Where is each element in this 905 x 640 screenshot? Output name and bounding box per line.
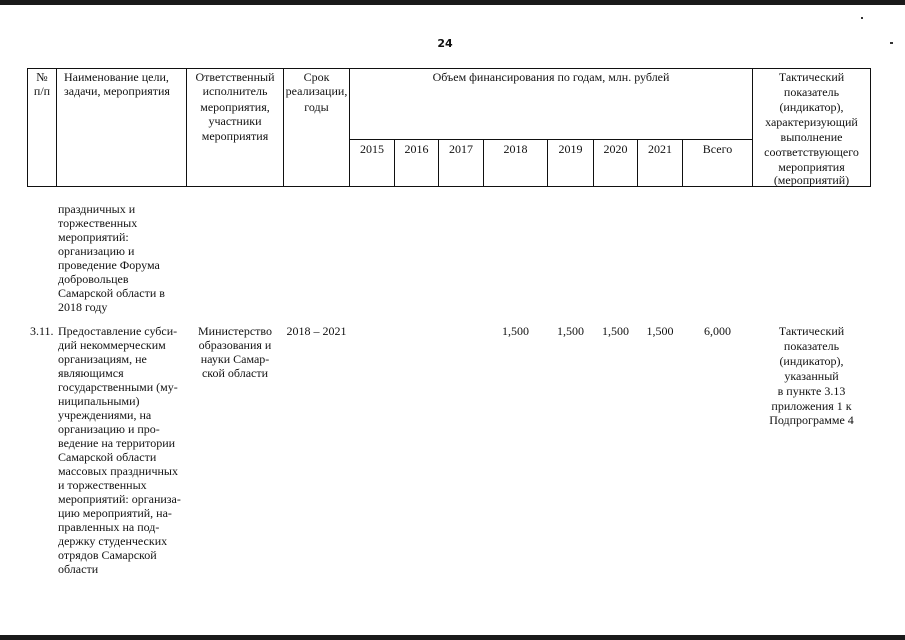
row-executor-line: ской области: [201, 366, 269, 380]
page-number: 24: [437, 37, 453, 50]
header-num-line: п/п: [33, 84, 51, 98]
table-top-border: [27, 68, 871, 69]
header-funding: Объем финансирования по годам, млн. рублей: [432, 70, 670, 84]
row-name-line: области: [58, 562, 99, 576]
continuation-line: проведение Форума: [58, 258, 160, 272]
row-name-line: государственными (му-: [58, 380, 178, 394]
scan-speck: [890, 42, 893, 44]
row-name-line: ведение на территории: [58, 436, 176, 450]
row-indicator-line: Тактический: [778, 324, 845, 338]
header-indicator-line: (индикатор),: [779, 100, 844, 114]
header-indicator-line: характеризующий: [765, 115, 858, 129]
row-indicator-line: указанный: [784, 369, 839, 383]
row-name-line: держку студенческих: [58, 534, 168, 548]
header-executor-line: участники: [208, 114, 262, 128]
header-indicator-line: соответствующего: [764, 145, 859, 159]
header-executor-line: мероприятия: [201, 129, 269, 143]
row-indicator-line: Подпрограмме 4: [769, 413, 854, 427]
header-indicator-line: показатель: [783, 85, 840, 99]
header-period-line: реализации,: [285, 84, 348, 98]
col-border: [870, 68, 871, 187]
header-name-line: Наименование цели,: [64, 70, 169, 84]
header-year: 2020: [603, 142, 628, 156]
row-number: 3.11.: [30, 324, 54, 338]
scan-speck: [861, 17, 863, 19]
row-executor-line: науки Самар-: [200, 352, 270, 366]
header-executor-line: мероприятия,: [200, 100, 270, 114]
row-name-line: учреждениями, на: [58, 408, 152, 422]
row-name-line: организациям, не: [58, 352, 147, 366]
row-name-line: отрядов Самарской: [58, 548, 157, 562]
row-value-2020: 1,500: [602, 324, 629, 338]
continuation-line: добровольцев: [58, 272, 129, 286]
scan-top-border: [0, 0, 905, 5]
header-num-line: №: [36, 70, 48, 84]
header-executor-line: Ответственный: [195, 70, 275, 84]
row-indicator-line: в пункте 3.13: [777, 384, 846, 398]
row-name-line: мероприятий: организа-: [58, 492, 181, 506]
row-indicator-line: приложения 1 к: [771, 399, 852, 413]
header-year: 2021: [648, 142, 672, 156]
row-name-line: Предоставление субси-: [58, 324, 178, 338]
header-year: 2015: [360, 142, 384, 156]
scan-bottom-border: [0, 635, 905, 640]
continuation-line: праздничных и: [58, 202, 136, 216]
continuation-line: мероприятий:: [58, 230, 129, 244]
row-name-line: ниципальными): [58, 394, 140, 408]
row-name-line: организацию и про-: [58, 422, 160, 436]
row-value-2021: 1,500: [646, 324, 674, 338]
row-indicator-line: (индикатор),: [779, 354, 844, 368]
row-executor-line: Министерство: [198, 324, 272, 338]
continuation-line: 2018 году: [58, 300, 108, 314]
header-indicator-line: (мероприятий): [773, 173, 850, 187]
continuation-line: торжественных: [58, 216, 138, 230]
header-year: 2017: [449, 142, 473, 156]
years-row-top-border: [349, 139, 752, 140]
continuation-line: организацию и: [58, 244, 135, 258]
header-indicator-line: выполнение: [780, 130, 843, 144]
table-header-bottom-border: [27, 186, 871, 187]
row-period: 2018 – 2021: [286, 324, 347, 338]
row-indicator-line: показатель: [783, 339, 840, 353]
header-total: Всего: [702, 142, 733, 156]
row-value-total: 6,000: [704, 324, 731, 338]
header-indicator-line: Тактический: [778, 70, 845, 84]
row-name-line: правленных на под-: [58, 520, 160, 534]
header-year: 2019: [558, 142, 583, 156]
row-executor-line: образования и: [198, 338, 272, 352]
row-name-line: дий некоммерческим: [58, 338, 166, 352]
row-name-line: и торжественных: [58, 478, 147, 492]
header-period-line: Срок: [303, 70, 330, 84]
col-border: [56, 68, 57, 187]
col-border: [349, 68, 350, 187]
continuation-line: Самарской области в: [58, 286, 165, 300]
header-year: 2018: [503, 142, 528, 156]
header-executor-line: исполнитель: [202, 84, 268, 98]
header-period-line: годы: [304, 100, 329, 114]
header-year: 2016: [404, 142, 429, 156]
row-name-line: массовых праздничных: [58, 464, 178, 478]
header-name-line: задачи, мероприятия: [64, 84, 170, 98]
row-name-line: Самарской области: [58, 450, 157, 464]
row-value-2019: 1,500: [557, 324, 584, 338]
header-indicator-line: мероприятия: [778, 160, 845, 174]
row-name-line: цию мероприятий, на-: [58, 506, 172, 520]
row-name-line: являющимся: [58, 366, 124, 380]
row-value-2018: 1,500: [502, 324, 529, 338]
